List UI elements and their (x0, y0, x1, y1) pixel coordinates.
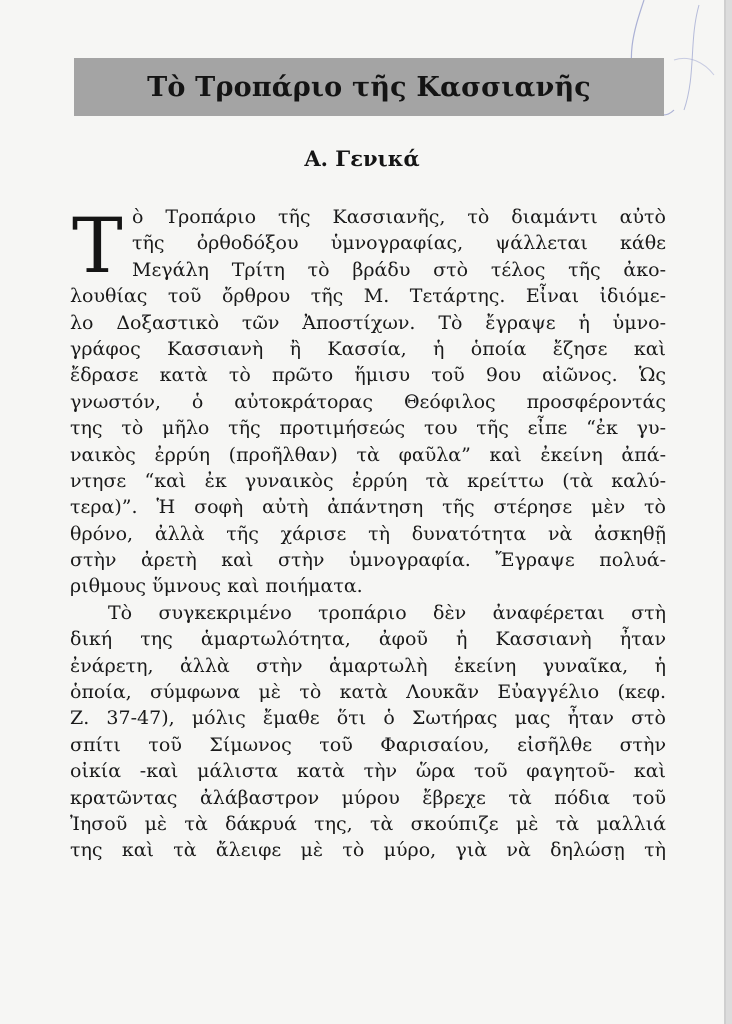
text-line: της καὶ τὰ ἄλειφε μὲ τὸ μύρο, γιὰ νὰ δηλώσῃ τὴ (70, 839, 666, 862)
text-line: ὁποία, σύμφωνα μὲ τὸ κατὰ Λουκᾶν Εὐαγγέλιο (κεφ. (70, 681, 666, 704)
text-line: ἐνάρετη, ἀλλὰ στὴν ἁμαρτωλὴ ἐκείνη γυναῖκα, ἡ (70, 654, 666, 677)
text-line: Ἰησοῦ μὲ τὰ δάκρυά της, τὰ σκούπιζε μὲ τὰ μαλλιά (70, 812, 666, 835)
text-line: οἰκία -καὶ μάλιστα κατὰ τὴν ὥρα τοῦ φαγητοῦ- καὶ (70, 760, 666, 783)
text-line: Τὸ συγκεκριμένο τροπάριο δὲν ἀναφέρεται στὴ (108, 601, 666, 624)
section-heading: Α. Γενικά (304, 146, 420, 171)
text-line: ἔδρασε κατὰ τὸ πρῶτο ἥμισυ τοῦ 9ου αἰῶνος. Ὡς (70, 364, 666, 387)
text-line: δική της ἁμαρτωλότητα, ἀφοῦ ἡ Κασσιανὴ ἦταν (70, 628, 666, 651)
text-line: θρόνο, ἀλλὰ τῆς χάρισε τὴ δυνατότητα νὰ ἀσκηθῇ (70, 522, 666, 545)
text-line: λο Δοξαστικὸ τῶν Ἀποστίχων. Τὸ ἔγραψε ἡ ὑμνο- (70, 311, 666, 334)
text-line: της τὸ μῆλο τῆς προτιμήσεώς του τῆς εἶπε “ἐκ γυ- (70, 417, 666, 440)
text-line: ὸ Τροπάριο τῆς Κασσιανῆς, τὸ διαμάντι αὐτὸ (132, 206, 666, 228)
text-line: λουθίας τοῦ ὄρθρου τῆς Μ. Τετάρτης. Εἶναι ἰδιόμε- (70, 285, 666, 308)
title-banner (74, 58, 664, 116)
text-line: Μεγάλη Τρίτη τὸ βράδυ στὸ τέλος τῆς ἀκο- (132, 258, 666, 281)
text-line: Ζ. 37-47), μόλις ἔμαθε ὅτι ὁ Σωτήρας μας ἦταν στὸ (70, 707, 666, 730)
article-body (70, 201, 666, 864)
text-line: σπίτι τοῦ Σίμωνος τοῦ Φαρισαίου, εἰσῆλθε στὴν (70, 733, 666, 756)
text-line: γράφος Κασσιανὴ ἢ Κασσία, ἡ ὁποία ἔζησε καὶ (70, 337, 666, 360)
text-line: γνωστόν, ὁ αὐτοκράτορας Θεόφιλος προσφέροντάς (70, 390, 666, 413)
text-line: κρατῶντας ἀλάβαστρον μύρου ἔβρεχε τὰ πόδια τοῦ (70, 786, 666, 809)
page-title: Τὸ Τροπάριο τῆς Κασσιανῆς (147, 71, 591, 103)
text-line: τερα)”. Ἡ σοφὴ αὐτὴ ἀπάντηση τῆς στέρησε μὲν τὸ (70, 496, 666, 519)
text-line: ντησε “καὶ ἐκ γυναικὸς ἐρρύη τὰ κρείττω (τὰ καλύ- (70, 469, 666, 492)
text-line: ριθμους ὕμνους καὶ ποιήματα. (70, 575, 363, 598)
paragraph-2 (70, 600, 666, 864)
drop-cap-letter: Τ (72, 201, 123, 290)
paragraph-1 (70, 201, 666, 600)
text-line: τῆς ὀρθοδόξου ὑμνογραφίας, ψάλλεται κάθε (132, 232, 666, 255)
text-line: ναικὸς ἐρρύη (προῆλθαν) τὰ φαῦλα” καὶ ἐκείνη ἀπά- (70, 443, 666, 466)
text-line: στὴν ἀρετὴ καὶ στὴν ὑμνογραφία. Ἔγραψε πολυά- (70, 549, 666, 572)
